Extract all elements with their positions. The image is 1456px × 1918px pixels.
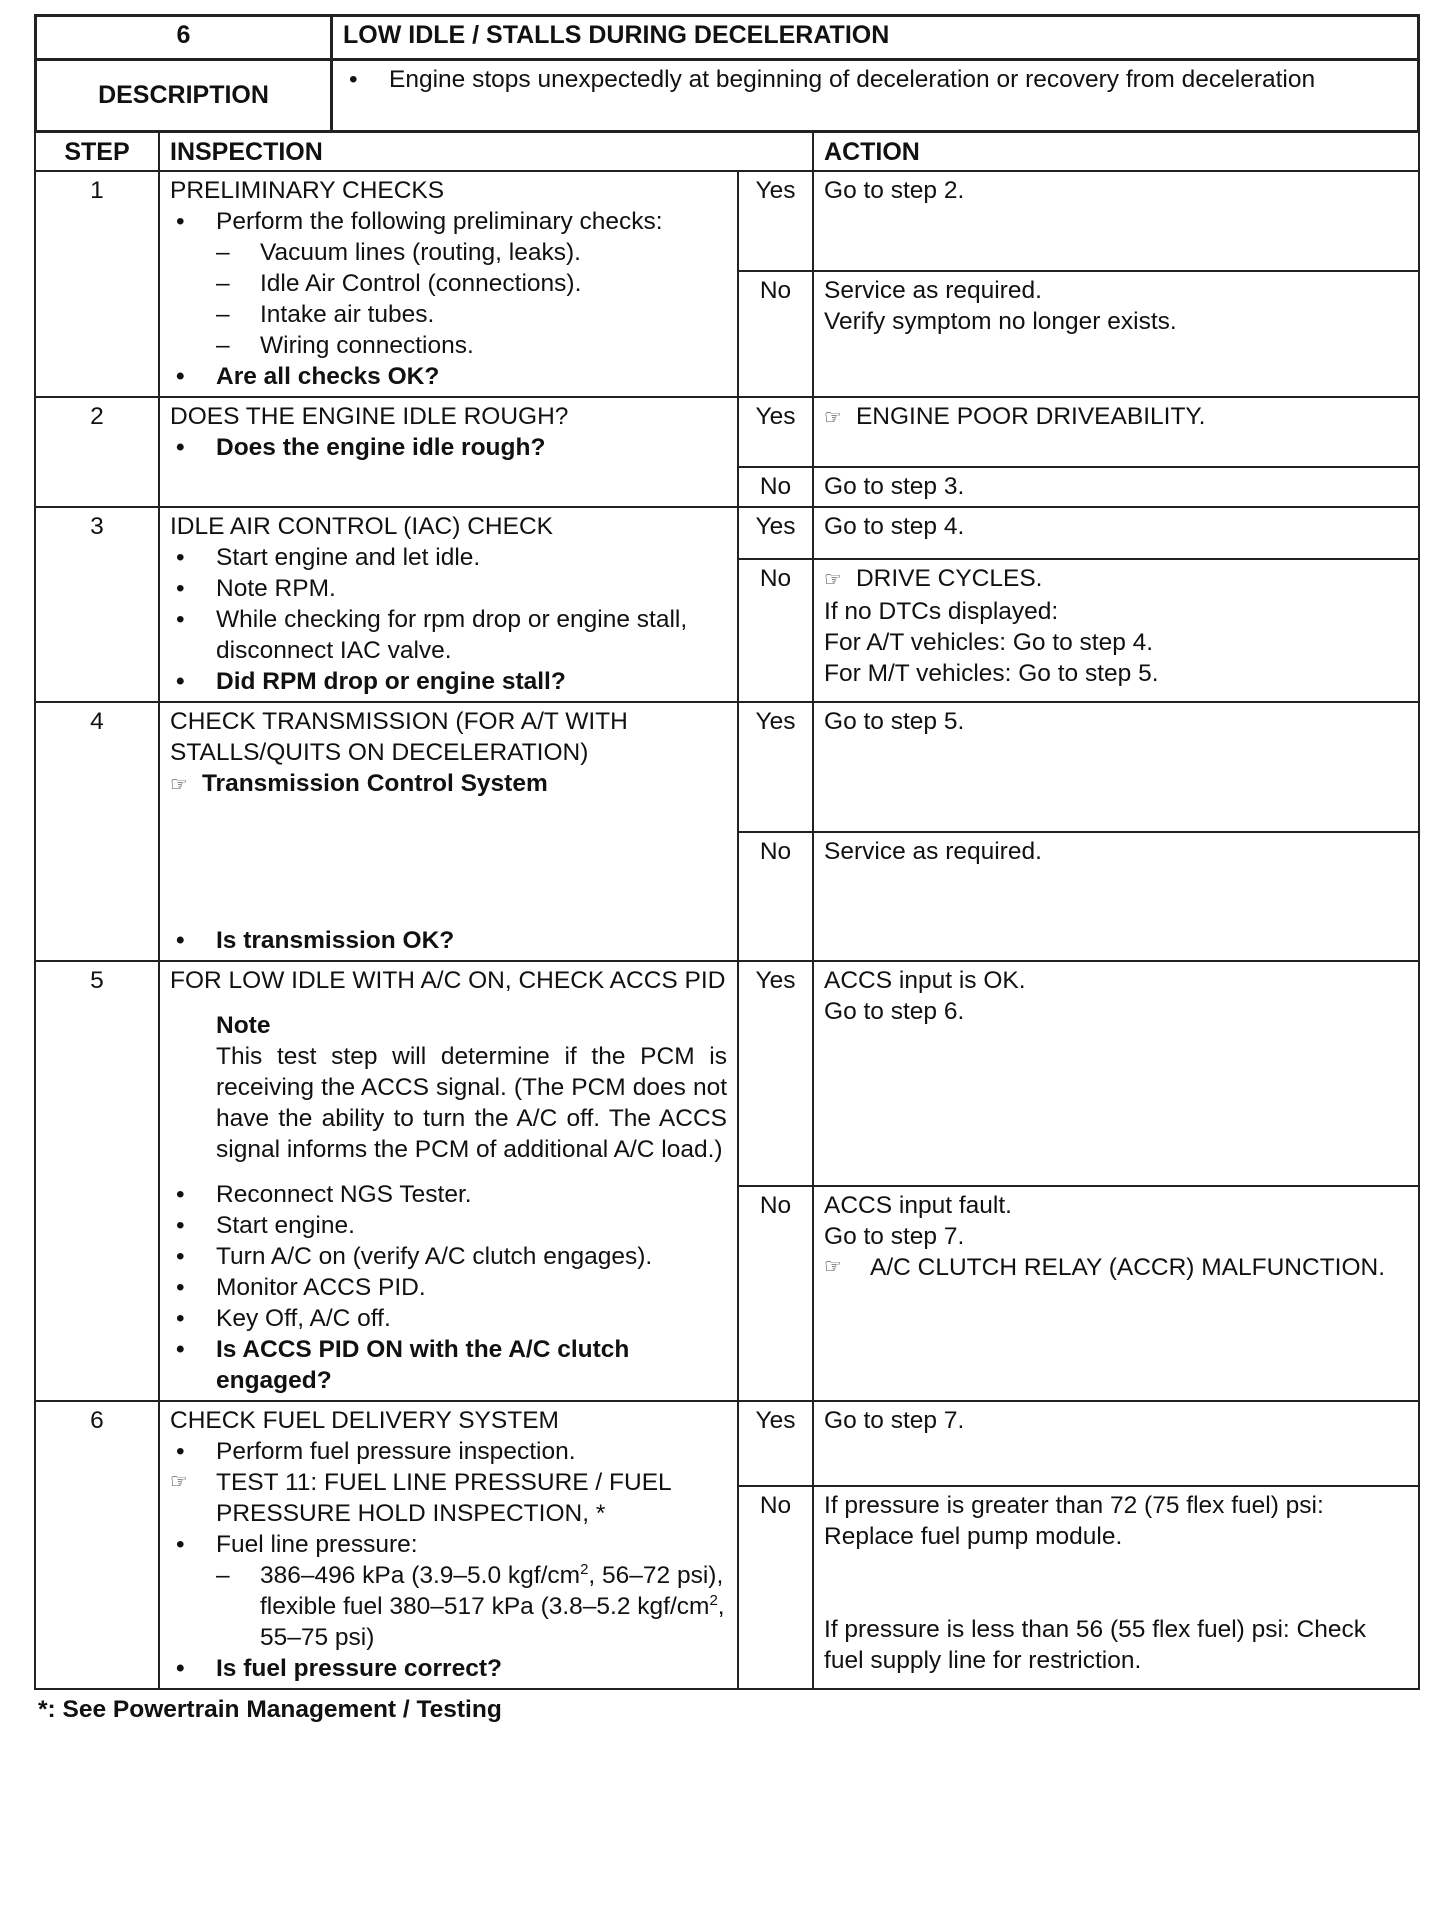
sub-item: – Idle Air Control (connections). <box>170 268 727 299</box>
bullet: • Turn A/C on (verify A/C clutch engages). <box>170 1241 727 1272</box>
step-2-yes-row <box>35 397 1419 467</box>
diagnostic-document <box>34 14 1420 1724</box>
no-label: No <box>738 271 813 397</box>
description-label: DESCRIPTION <box>36 60 332 132</box>
procedure-number: 6 <box>36 16 332 60</box>
step-title: FOR LOW IDLE WITH A/C ON, CHECK ACCS PID <box>170 967 726 994</box>
no-action <box>813 271 1419 397</box>
yes-action <box>813 397 1419 467</box>
description-text: • Engine stops unexpectedly at beginning of deceleration or recovery from deceleration <box>343 64 1407 95</box>
yes-action <box>813 961 1419 1186</box>
pointing-hand-icon: ☞ <box>170 774 188 796</box>
bullet: • Fuel line pressure: <box>170 1529 727 1560</box>
step-question: • Is transmission OK? <box>170 925 727 956</box>
no-label: No <box>738 467 813 507</box>
yes-label: Yes <box>738 397 813 467</box>
step-1-yes-row <box>35 171 1419 271</box>
pointing-hand-icon: ☞ <box>170 1471 188 1493</box>
action-line: Go to step 6. <box>824 998 965 1025</box>
no-action: Service as required. <box>813 832 1419 961</box>
bullet: • Perform the following preliminary checks: <box>170 206 727 237</box>
step-6-yes-row <box>35 1401 1419 1486</box>
action-line: For A/T vehicles: Go to step 4. <box>824 629 1154 656</box>
footnote: *: See Powertrain Management / Testing <box>38 1696 502 1723</box>
column-header-row <box>35 132 1419 171</box>
action-line: ACCS input fault. <box>824 1192 1012 1219</box>
reference-link[interactable]: ENGINE POOR DRIVEABILITY. <box>855 403 1206 430</box>
no-label: No <box>738 1486 813 1689</box>
step-4-yes-row <box>35 702 1419 832</box>
yes-action: Go to step 7. <box>813 1401 1419 1486</box>
reference-link[interactable]: TEST 11: FUEL LINE PRESSURE / FUEL PRESSURE HOLD INSPECTION, * <box>216 1469 671 1527</box>
step-5-yes-row <box>35 961 1419 1186</box>
bullet: • Monitor ACCS PID. <box>170 1272 727 1303</box>
action-line: ACCS input is OK. <box>824 967 1026 994</box>
bullet: • Start engine and let idle. <box>170 542 727 573</box>
pointing-hand-icon: ☞ <box>824 569 842 591</box>
yes-label: Yes <box>738 171 813 271</box>
step-title: PRELIMINARY CHECKS <box>170 177 445 204</box>
sub-item: – Wiring connections. <box>170 330 727 361</box>
col-step: STEP <box>35 132 159 171</box>
step-question: • Does the engine idle rough? <box>170 432 727 463</box>
reference-link[interactable]: A/C CLUTCH RELAY (ACCR) MALFUNCTION. <box>870 1254 1386 1281</box>
no-action <box>813 1486 1419 1689</box>
step-number: 5 <box>35 961 159 1401</box>
col-inspection: INSPECTION <box>159 132 813 171</box>
no-label: No <box>738 832 813 961</box>
step-number: 1 <box>35 171 159 397</box>
step-number: 2 <box>35 397 159 507</box>
bullet: • While checking for rpm drop or engine stall, disconnect IAC valve. <box>170 604 727 666</box>
note-block <box>170 1010 727 1165</box>
step-3-yes-row <box>35 507 1419 559</box>
step-title: DOES THE ENGINE IDLE ROUGH? <box>170 403 569 430</box>
sub-item: – Intake air tubes. <box>170 299 727 330</box>
action-line: Go to step 7. <box>824 1223 965 1250</box>
yes-label: Yes <box>738 961 813 1186</box>
procedure-title: LOW IDLE / STALLS DURING DECELERATION <box>332 16 1419 60</box>
step-title: CHECK FUEL DELIVERY SYSTEM <box>170 1407 559 1434</box>
bullet: • Reconnect NGS Tester. <box>170 1179 727 1210</box>
action-line: If pressure is greater than 72 (75 flex fuel) psi: Replace fuel pump module. <box>824 1492 1324 1550</box>
bullet: • Key Off, A/C off. <box>170 1303 727 1334</box>
note-text: This test step will determine if the PCM is receiving the ACCS signal. (The PCM does not have the ability to turn the A/C off. The ACCS signal informs the PCM of additional A/C load.) <box>216 1043 727 1163</box>
yes-label: Yes <box>738 1401 813 1486</box>
no-action: Go to step 3. <box>813 467 1419 507</box>
action-line: Verify symptom no longer exists. <box>824 308 1177 335</box>
step-number: 3 <box>35 507 159 702</box>
step-inspection <box>159 702 738 961</box>
pointing-hand-icon: ☞ <box>824 1256 842 1278</box>
step-question: • Are all checks OK? <box>170 361 727 392</box>
step-inspection <box>159 397 738 507</box>
action-line: Service as required. <box>824 277 1042 304</box>
action-line: For M/T vehicles: Go to step 5. <box>824 660 1159 687</box>
step-question: • Is ACCS PID ON with the A/C clutch engaged? <box>170 1334 727 1396</box>
bullet: • Note RPM. <box>170 573 727 604</box>
yes-action: Go to step 2. <box>813 171 1419 271</box>
description-cell <box>332 60 1419 132</box>
step-title: IDLE AIR CONTROL (IAC) CHECK <box>170 513 553 540</box>
reference-link[interactable]: Transmission Control System <box>201 770 548 797</box>
reference-link[interactable]: DRIVE CYCLES. <box>855 565 1043 592</box>
step-inspection <box>159 1401 738 1689</box>
step-inspection <box>159 961 738 1401</box>
pointing-hand-icon: ☞ <box>824 407 842 429</box>
step-number: 4 <box>35 702 159 961</box>
yes-action: Go to step 5. <box>813 702 1419 832</box>
action-line: If no DTCs displayed: <box>824 598 1059 625</box>
header-table <box>34 14 1420 133</box>
yes-action: Go to step 4. <box>813 507 1419 559</box>
no-action <box>813 1186 1419 1401</box>
yes-label: Yes <box>738 507 813 559</box>
no-label: No <box>738 1186 813 1401</box>
step-question: • Did RPM drop or engine stall? <box>170 666 727 697</box>
step-question: • Is fuel pressure correct? <box>170 1653 727 1684</box>
step-title: CHECK TRANSMISSION (FOR A/T WITH STALLS/QUITS ON DECELERATION) <box>170 708 628 766</box>
no-label: No <box>738 559 813 702</box>
note-title: Note <box>216 1012 271 1039</box>
step-inspection <box>159 171 738 397</box>
bullet: • Start engine. <box>170 1210 727 1241</box>
action-line: If pressure is less than 56 (55 flex fuel) psi: Check fuel supply line for restriction. <box>824 1616 1366 1674</box>
bullet: • Perform fuel pressure inspection. <box>170 1436 727 1467</box>
yes-label: Yes <box>738 702 813 832</box>
step-number: 6 <box>35 1401 159 1689</box>
sub-item: – 386–496 kPa (3.9–5.0 kgf/$cm^2$, 56–72 psi), flexible fuel 380–517 kPa (3.8–5.2 kgf/$cm^2$, 55–75 psi) <box>170 1560 727 1653</box>
sub-item: – Vacuum lines (routing, leaks). <box>170 237 727 268</box>
steps-table <box>34 131 1420 1690</box>
col-action: ACTION <box>813 132 1419 171</box>
step-inspection <box>159 507 738 702</box>
no-action <box>813 559 1419 702</box>
